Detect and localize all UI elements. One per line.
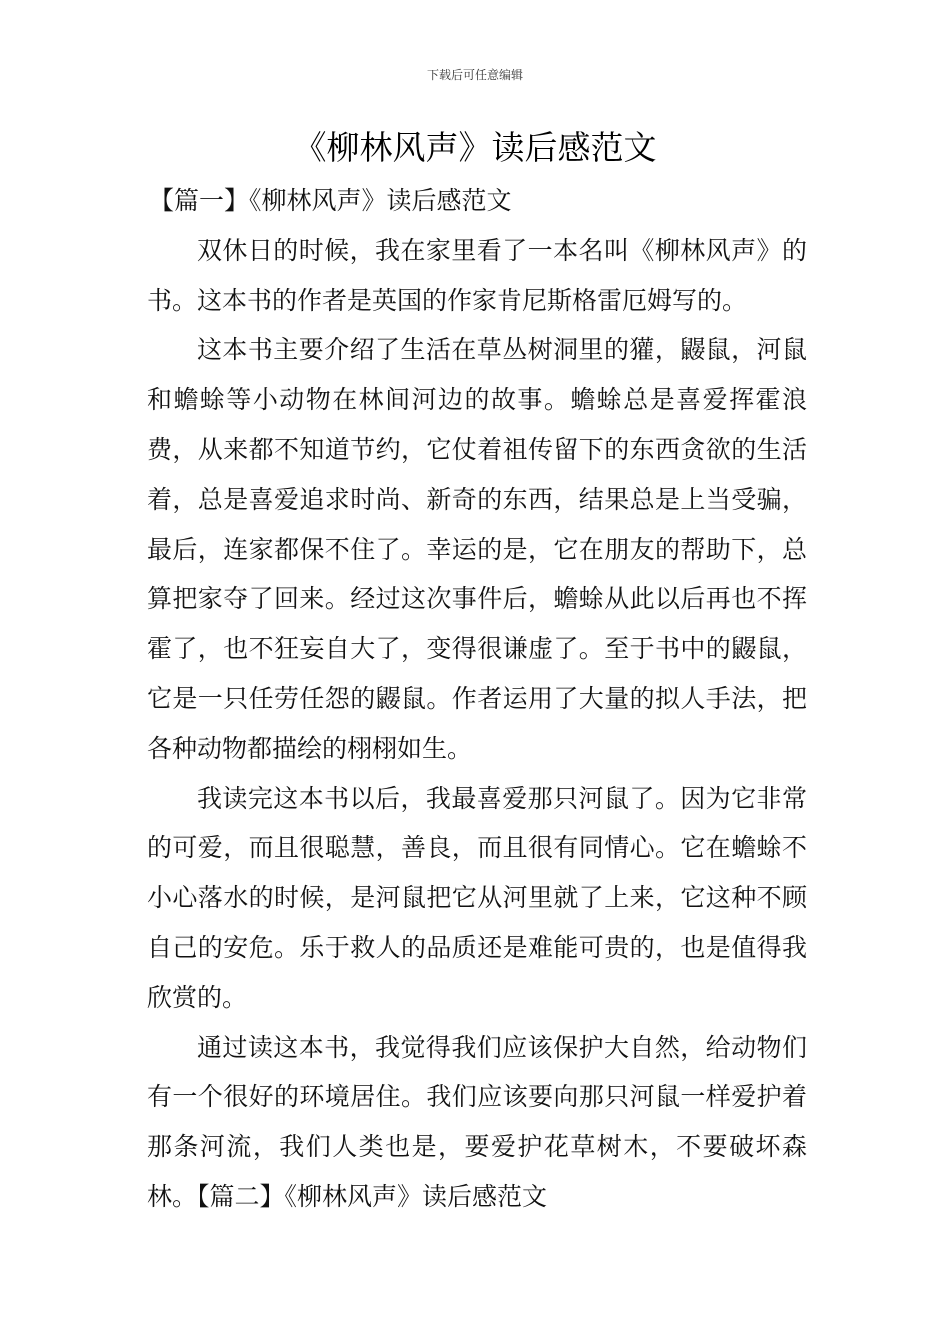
section-heading-1: 【篇一】《柳林风声》读后感范文 bbox=[149, 186, 512, 215]
paragraph-2: 这本书主要介绍了生活在草丛树洞里的獾，鼹鼠，河鼠和蟾蜍等小动物在林间河边的故事。蟾蜍总是喜爱挥霍浪费，从来都不知道节约，它仗着祖传留下的东西贪欲的生活着，总是喜爱追求时尚、新奇的东西，结果总是上当受骗，最后，连家都保不住了。幸运的是，它在朋友的帮助下，总算把家夺了回来。经过这次事件后，蟾蜍从此以后再也不挥霍了，也不狂妄自大了，变得很谦虚了。至于书中的鼹鼠，它是一只任劳任怨的鼹鼠。作者运用了大量的拟人手法，把各种动物都描绘的栩栩如生。 bbox=[147, 335, 807, 763]
paragraph-1: 双休日的时候，我在家里看了一本名叫《柳林风声》的书。这本书的作者是英国的作家肯尼斯格雷厄姆写的。 bbox=[147, 235, 807, 315]
paragraph-4 bbox=[147, 1023, 807, 1222]
header-note: 下载后可任意编辑 bbox=[426, 68, 523, 82]
document-body bbox=[147, 176, 807, 1222]
section-heading-2: 【篇二】《柳林风声》读后感范文 bbox=[197, 1181, 548, 1211]
paragraph-4-text: 通过读这本书，我觉得我们应该保护大自然，给动物们有一个很好的环境居住。我们应该要向那只河鼠一样爱护着那条河流，我们人类也是，要爱护花草树木，不要破坏森林。 bbox=[147, 1032, 807, 1211]
document-title: 《柳林风声》读后感范文 bbox=[293, 128, 657, 167]
paragraph-3: 我读完这本书以后，我最喜爱那只河鼠了。因为它非常的可爱，而且很聪慧，善良，而且很有同情心。它在蟾蜍不小心落水的时候，是河鼠把它从河里就了上来，它这种不顾自己的安危。乐于救人的品质还是难能可贵的，也是值得我欣赏的。 bbox=[147, 783, 807, 1012]
